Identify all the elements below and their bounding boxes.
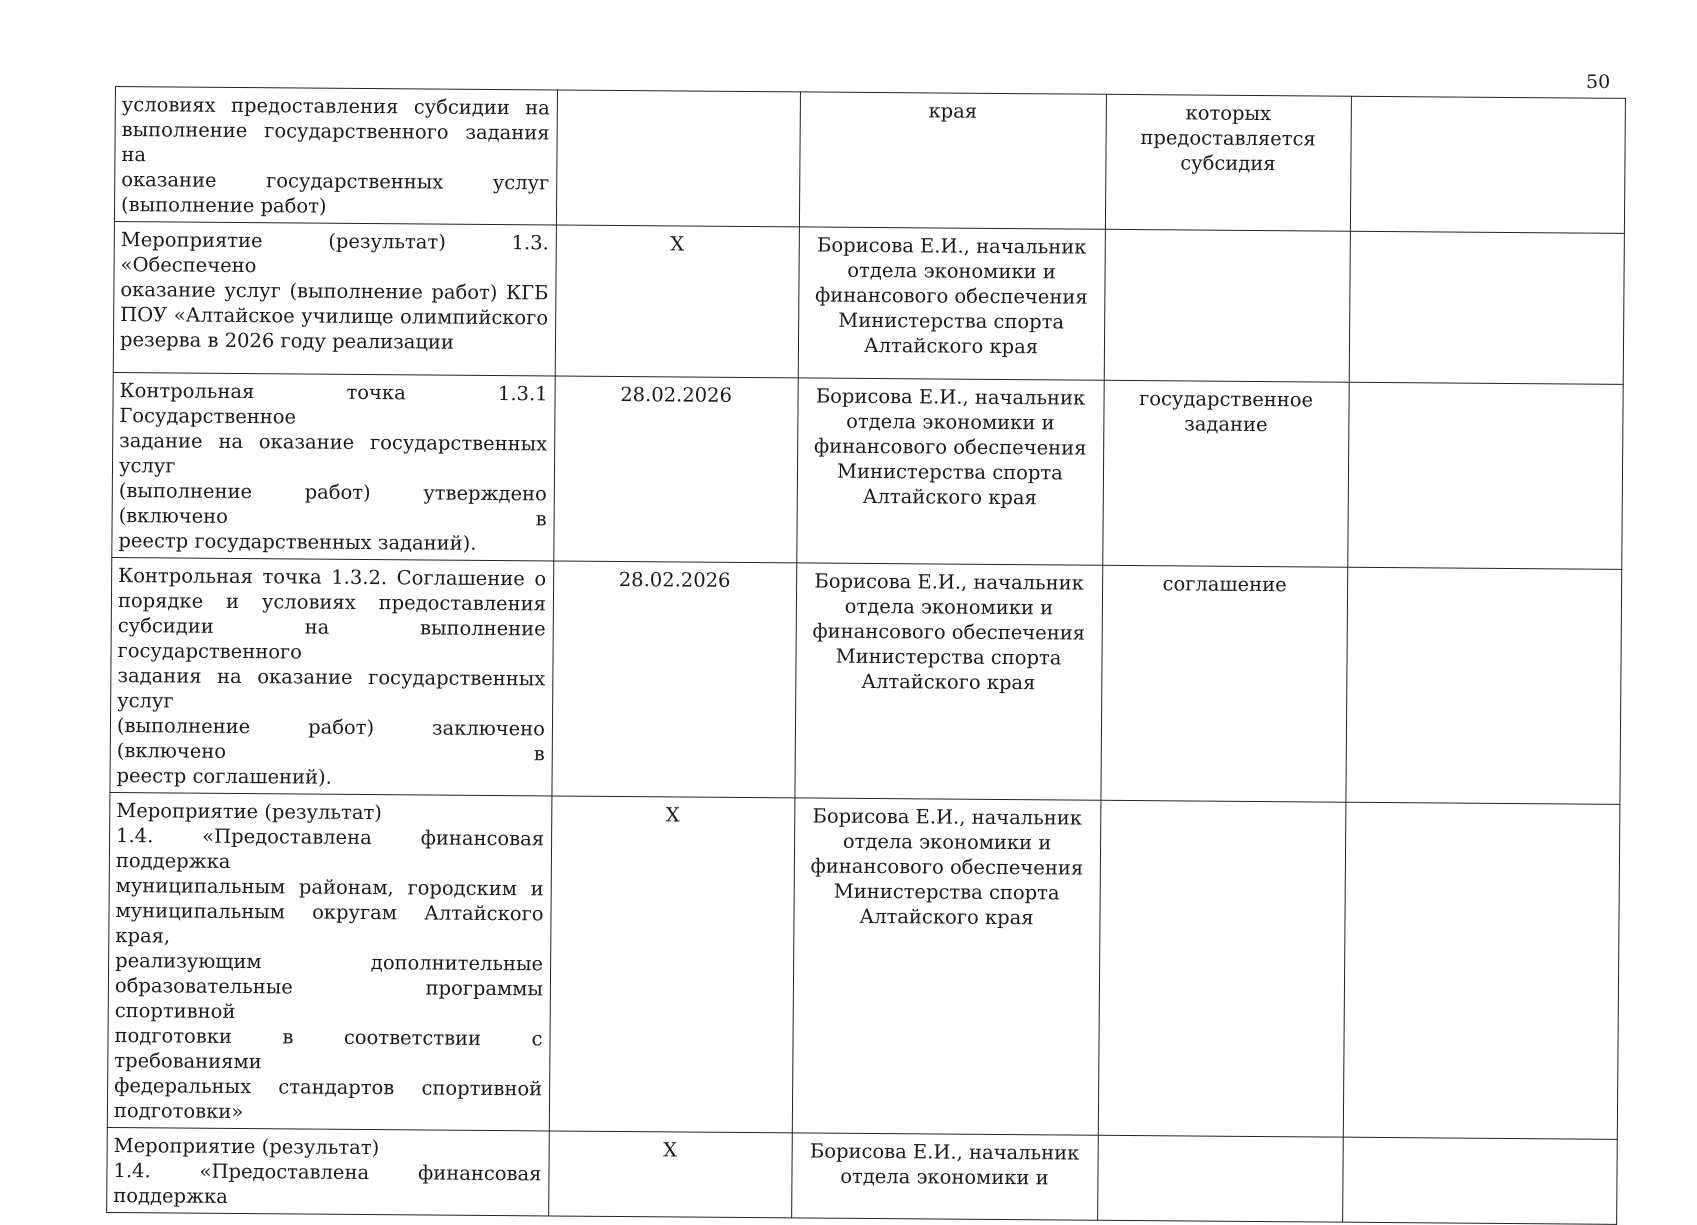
responsible_lines-line: Алтайского края [859, 904, 1034, 930]
table-row [114, 87, 1625, 234]
desc-line: подготовки» [113, 1099, 244, 1124]
cell-description [114, 87, 557, 225]
cell-description [113, 221, 556, 375]
desc-line: Контрольная точка 1.3.2. Соглашение о [118, 564, 547, 591]
deadline-value: 28.02.2026 [618, 567, 731, 592]
cell-document [1105, 94, 1351, 231]
responsible_lines-line: Борисова Е.И., начальник [812, 804, 1083, 830]
cell-info [1343, 802, 1620, 1139]
responsible_lines-line: Министерства спорта [838, 308, 1065, 334]
desc-line: (выполнение работ) утверждено (включено в [118, 479, 547, 531]
responsible_lines-line: отдела экономики и [842, 829, 1052, 855]
responsible_lines-line: финансового обеспечения [813, 434, 1087, 460]
cell-description [112, 372, 555, 560]
plan-table [106, 86, 1626, 1225]
deadline-value: Х [665, 803, 680, 827]
desc-line: образовательные программы спортивной [114, 974, 544, 1023]
cell-info [1346, 567, 1622, 804]
cell-description [110, 557, 554, 795]
cell-deadline [554, 376, 798, 563]
responsible_lines-line: Борисова Е.И., начальник [816, 233, 1087, 259]
desc-line: муниципальным районам, городским и [115, 874, 544, 901]
desc-line: федеральных стандартов спортивной [114, 1074, 543, 1101]
cell-deadline [556, 90, 800, 227]
desc-line: 1.4. «Предоставлена финансовая поддержка [115, 824, 545, 873]
cell-info [1350, 96, 1625, 233]
document_lines-line: субсидия [1180, 151, 1276, 176]
cell-info [1348, 382, 1623, 569]
responsible_lines-line: Алтайского края [862, 484, 1037, 510]
responsible_lines-line: края [928, 99, 978, 123]
desc-line: 1.4. «Предоставлена финансовая поддержка [113, 1159, 542, 1208]
responsible_lines-line: Борисова Е.И., начальник [814, 569, 1084, 595]
responsible_lines-line: Алтайского края [861, 669, 1036, 695]
desc-line: Мероприятие (результат) [113, 1134, 380, 1160]
responsible_lines-line: Борисова Е.И., начальник [809, 1139, 1080, 1165]
document_lines-line: соглашение [1162, 572, 1287, 597]
desc-line: Мероприятие (результат) 1.3. «Обеспечено [120, 228, 549, 278]
cell-responsible [792, 798, 1101, 1135]
responsible_lines-line: Алтайского края [863, 333, 1039, 359]
desc-line: ПОУ «Алтайское училище олимпийского [120, 303, 549, 330]
desc-line: подготовки в соответствии с требованиями [114, 1024, 543, 1074]
cell-description [107, 1127, 550, 1215]
table-row [113, 221, 1624, 384]
table-row [112, 372, 1623, 569]
cell-deadline [555, 225, 799, 378]
cell-deadline [552, 561, 797, 798]
responsible_lines-line: финансового обеспечения [812, 619, 1086, 645]
deadline-value [564, 96, 793, 98]
deadline-value: Х [670, 232, 685, 256]
desc-line: (выполнение работ) заключено (включено в [116, 714, 546, 766]
desc-line: Контрольная точка 1.3.1 Государственное [119, 379, 548, 429]
responsible_lines-line: Министерства спорта [837, 459, 1063, 485]
cell-responsible [798, 227, 1105, 380]
cell-description [107, 792, 552, 1130]
responsible_lines-line: Борисова Е.И., начальник [815, 384, 1086, 410]
document_lines-line: задание [1184, 412, 1268, 437]
deadline-value: Х [663, 1138, 678, 1162]
desc-line: реестр соглашений). [116, 764, 332, 789]
cell-document [1098, 1135, 1344, 1222]
page-number: 50 [1586, 71, 1611, 93]
cell-document [1098, 800, 1346, 1137]
desc-line: условиях предоставления субсидии на [121, 93, 550, 120]
cell-info [1349, 231, 1624, 384]
cell-info [1343, 1137, 1618, 1224]
cell-deadline [549, 796, 795, 1133]
desc-line: (выполнение работ) [120, 193, 327, 218]
responsible_lines-line: финансового обеспечения [810, 854, 1084, 880]
responsible_lines-line: финансового обеспечения [814, 283, 1088, 309]
cell-document [1103, 380, 1349, 567]
desc-line: выполнение государственного задания на [121, 118, 550, 167]
cell-responsible [795, 563, 1103, 800]
document_lines-line: государственное [1139, 387, 1314, 412]
table-row [107, 792, 1620, 1139]
table-row [110, 557, 1622, 804]
desc-line: Мероприятие (результат) [116, 799, 382, 825]
desc-line: порядке и условиях предоставления [117, 589, 547, 616]
responsible_lines-line: Министерства спорта [835, 644, 1062, 670]
desc-line: задания на оказание государственных услуг [117, 664, 546, 713]
desc-line: оказание услуг (выполнение работ) КГБ [120, 278, 549, 305]
responsible_lines-line: отдела экономики и [840, 1164, 1049, 1190]
deadline-value: 28.02.2026 [620, 382, 733, 407]
cell-deadline [549, 1131, 793, 1218]
cell-responsible [797, 378, 1104, 565]
document_lines-line: предоставляется [1140, 126, 1316, 151]
desc-line: оказание государственных услуг [121, 168, 550, 195]
cell-document [1101, 565, 1348, 802]
desc-line: муниципальным округам Алтайского края, [115, 899, 544, 948]
responsible_lines-line: Министерства спорта [833, 879, 1060, 905]
table-row [107, 1127, 1618, 1224]
cell-document [1104, 229, 1350, 382]
desc-line: реализующим дополнительные [115, 949, 544, 976]
responsible_lines-line: отдела экономики и [844, 594, 1054, 620]
responsible_lines-line: отдела экономики и [846, 409, 1055, 435]
desc-line: субсидии на выполнение государственного [117, 614, 546, 664]
cell-responsible [792, 1133, 1099, 1220]
desc-line: задание на оказание государственных услуг [118, 429, 548, 478]
cell-responsible [799, 92, 1106, 229]
desc-line: реестр государственных заданий). [118, 529, 477, 555]
document_lines-line: которых [1185, 101, 1272, 126]
desc-line: резерва в 2026 году реализации [119, 328, 455, 354]
responsible_lines-line: отдела экономики и [847, 258, 1056, 284]
